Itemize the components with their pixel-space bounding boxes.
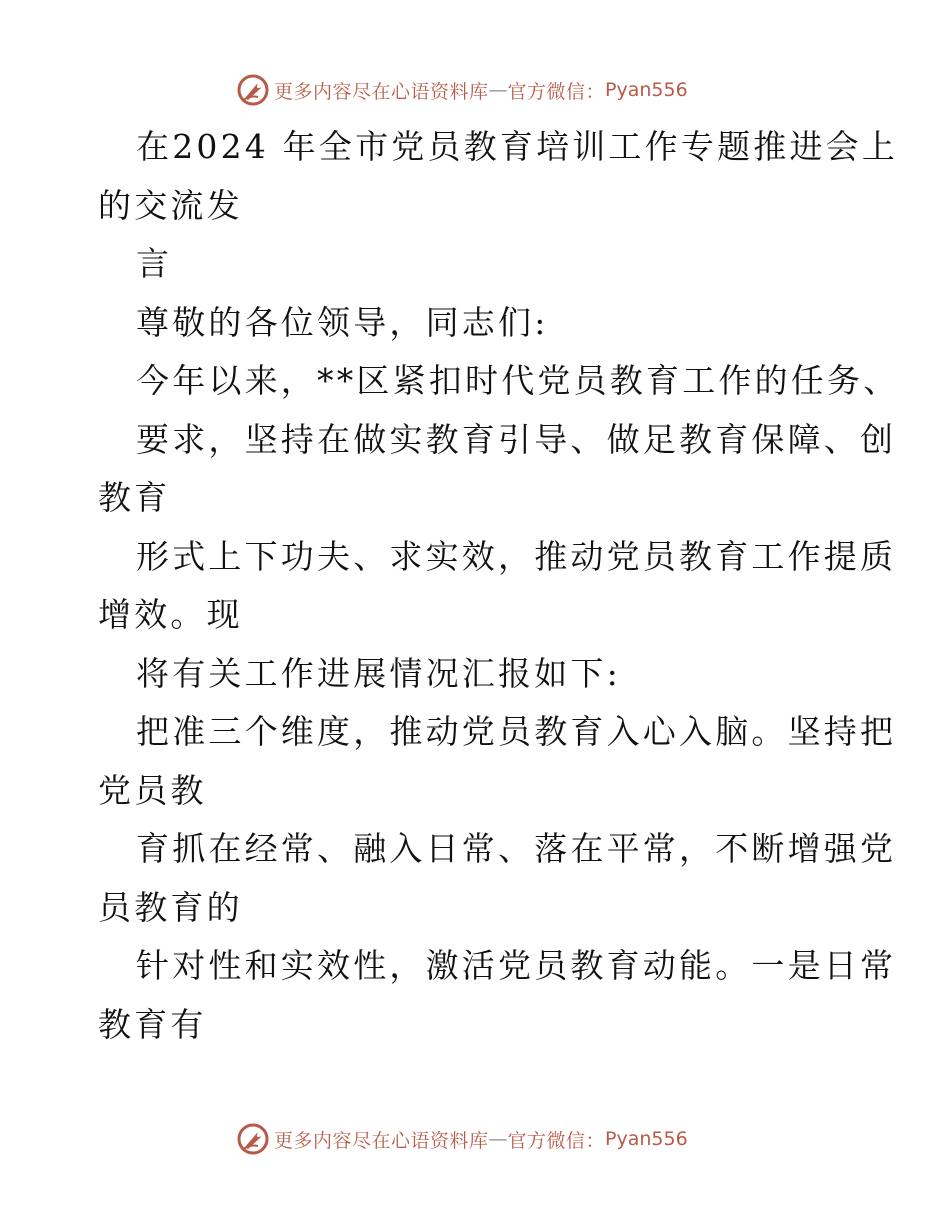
- doc-text-line: 增效。现: [98, 595, 243, 634]
- watermark-label: 官方微信：: [507, 80, 606, 103]
- watermark-label: 官方微信：: [507, 1129, 606, 1152]
- document-body: [98, 118, 900, 1054]
- watermark-id: Pyan556: [605, 1128, 688, 1150]
- watermark-text: 更多内容尽在心语资料库: [274, 80, 489, 103]
- doc-text-line: 育抓在经常、融入日常、落在平常，不断增强党: [136, 829, 897, 868]
- doc-text-line: 针对性和实效性，激活党员教育动能。一是日常: [136, 946, 897, 985]
- doc-text-line: 把准三个维度，推动党员教育入心入脑。坚持把: [136, 712, 897, 751]
- doc-text-line: 教育有: [98, 1004, 207, 1044]
- watermark-dash: —: [488, 1128, 508, 1150]
- watermark-text: 更多内容尽在心语资料库: [274, 1129, 489, 1152]
- doc-salutation: 尊敬的各位领导，同志们:: [136, 302, 549, 342]
- doc-title-line: 言: [136, 244, 173, 283]
- doc-title-line: 在2024 年全市党员教育培训工作专题推进会上: [136, 127, 899, 166]
- doc-text-line: 今年以来，**区紧扣时代党员教育工作的任务、: [136, 361, 900, 400]
- doc-text-line: 要求，坚持在做实教育引导、做足教育保障、创: [136, 419, 897, 459]
- pen-nib-logo-icon: [236, 73, 270, 107]
- doc-text-line: 将有关工作进展情况汇报如下:: [136, 653, 621, 693]
- page-footer-watermark: [236, 1122, 716, 1156]
- doc-text-line: 党员教: [98, 770, 207, 810]
- doc-title-line: 的交流发: [98, 185, 243, 225]
- page-header-watermark: [236, 73, 716, 107]
- doc-text-line: 员教育的: [98, 887, 243, 927]
- watermark-id: Pyan556: [605, 79, 688, 101]
- watermark-dash: —: [488, 79, 508, 101]
- doc-text-line: 教育: [98, 478, 171, 517]
- doc-text-line: 形式上下功夫、求实效，推动党员教育工作提质: [136, 536, 897, 576]
- pen-nib-logo-icon: [236, 1122, 270, 1156]
